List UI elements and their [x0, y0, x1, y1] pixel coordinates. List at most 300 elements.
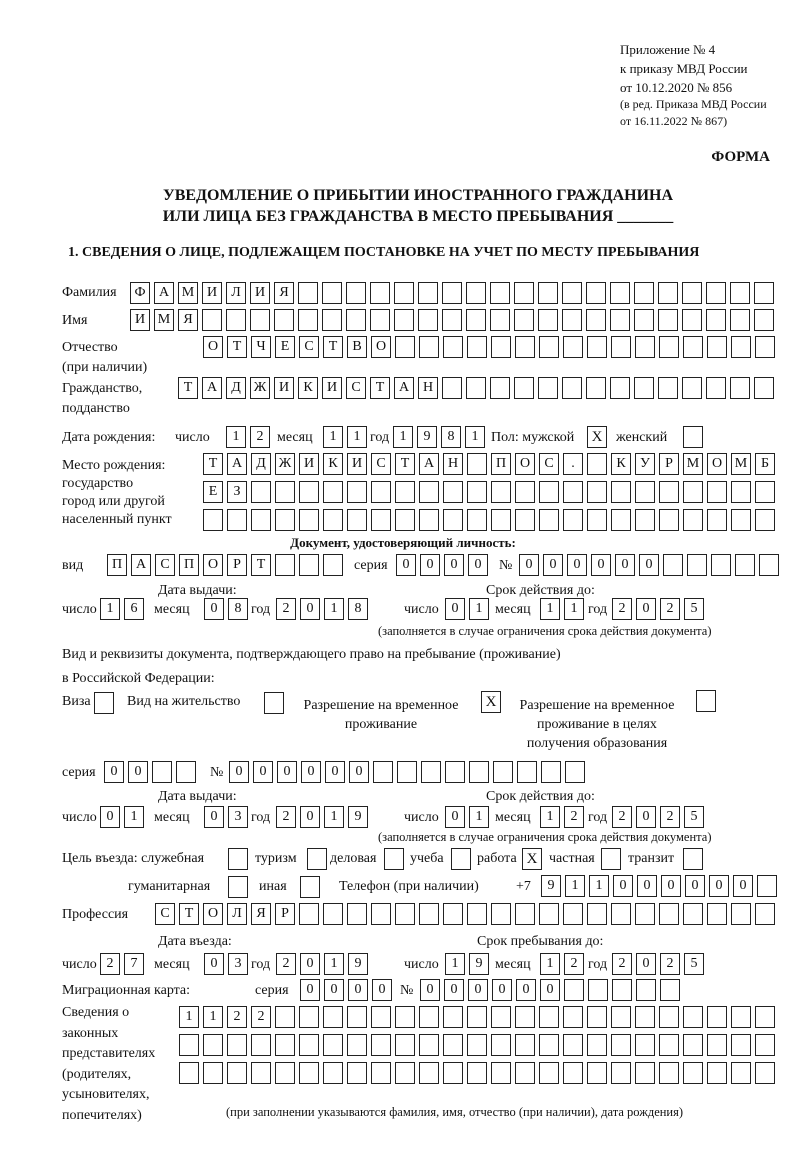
char-cell[interactable] [419, 1034, 439, 1056]
char-cell[interactable] [346, 282, 366, 304]
sex-male-checkbox[interactable]: X [587, 426, 607, 448]
char-cell[interactable] [395, 903, 415, 925]
char-cell[interactable] [395, 1062, 415, 1084]
representatives-row[interactable] [179, 1034, 775, 1056]
char-cell[interactable] [515, 1006, 535, 1028]
purpose-other-checkbox[interactable] [300, 876, 320, 898]
char-cell[interactable] [467, 509, 487, 531]
char-cell[interactable] [227, 1034, 247, 1056]
char-cell[interactable] [635, 509, 655, 531]
char-cell[interactable]: 0 [444, 979, 464, 1001]
char-cell[interactable] [539, 509, 559, 531]
char-cell[interactable] [397, 761, 417, 783]
char-cell[interactable]: В [347, 336, 367, 358]
char-cell[interactable]: 2 [250, 426, 270, 448]
valid-day-field[interactable] [445, 806, 489, 828]
valid-month-field[interactable] [540, 806, 584, 828]
char-cell[interactable] [634, 282, 654, 304]
char-cell[interactable] [683, 336, 703, 358]
char-cell[interactable]: 0 [444, 554, 464, 576]
char-cell[interactable] [299, 509, 319, 531]
char-cell[interactable] [467, 1034, 487, 1056]
char-cell[interactable]: 2 [660, 598, 680, 620]
char-cell[interactable]: 0 [540, 979, 560, 1001]
char-cell[interactable] [754, 309, 774, 331]
char-cell[interactable]: 2 [276, 953, 296, 975]
char-cell[interactable]: Н [418, 377, 438, 399]
char-cell[interactable] [707, 903, 727, 925]
char-cell[interactable]: 1 [564, 598, 584, 620]
char-cell[interactable]: 0 [253, 761, 273, 783]
stay-month-field[interactable] [540, 953, 584, 975]
char-cell[interactable]: А [394, 377, 414, 399]
char-cell[interactable]: Я [274, 282, 294, 304]
char-cell[interactable]: 0 [567, 554, 587, 576]
char-cell[interactable]: С [155, 903, 175, 925]
char-cell[interactable] [755, 481, 775, 503]
char-cell[interactable]: Я [178, 309, 198, 331]
temporary-residence-checkbox[interactable]: X [481, 691, 501, 713]
char-cell[interactable]: 0 [396, 554, 416, 576]
char-cell[interactable] [635, 1062, 655, 1084]
char-cell[interactable]: Д [226, 377, 246, 399]
char-cell[interactable] [443, 1006, 463, 1028]
char-cell[interactable] [371, 1006, 391, 1028]
char-cell[interactable] [683, 1034, 703, 1056]
char-cell[interactable] [515, 509, 535, 531]
char-cell[interactable]: 2 [276, 806, 296, 828]
char-cell[interactable] [443, 1034, 463, 1056]
char-cell[interactable] [346, 309, 366, 331]
char-cell[interactable]: Т [203, 453, 223, 475]
char-cell[interactable] [347, 903, 367, 925]
char-cell[interactable] [707, 1062, 727, 1084]
char-cell[interactable] [395, 1034, 415, 1056]
char-cell[interactable] [514, 309, 534, 331]
char-cell[interactable]: Ч [251, 336, 271, 358]
char-cell[interactable] [610, 377, 630, 399]
char-cell[interactable] [587, 481, 607, 503]
char-cell[interactable] [491, 1006, 511, 1028]
char-cell[interactable]: У [635, 453, 655, 475]
char-cell[interactable] [395, 509, 415, 531]
char-cell[interactable] [587, 1034, 607, 1056]
char-cell[interactable] [514, 282, 534, 304]
issue-day-field[interactable] [100, 806, 144, 828]
char-cell[interactable] [394, 309, 414, 331]
char-cell[interactable] [467, 1062, 487, 1084]
issue-month-field[interactable] [204, 806, 248, 828]
char-cell[interactable]: 0 [420, 554, 440, 576]
char-cell[interactable]: Т [251, 554, 271, 576]
char-cell[interactable] [731, 903, 751, 925]
char-cell[interactable]: П [107, 554, 127, 576]
char-cell[interactable]: 0 [229, 761, 249, 783]
char-cell[interactable]: О [515, 453, 535, 475]
visa-checkbox[interactable] [94, 692, 114, 714]
char-cell[interactable] [659, 336, 679, 358]
char-cell[interactable] [586, 282, 606, 304]
char-cell[interactable]: М [683, 453, 703, 475]
char-cell[interactable]: Р [659, 453, 679, 475]
profession-field[interactable] [155, 903, 775, 925]
char-cell[interactable]: 0 [636, 953, 656, 975]
char-cell[interactable]: К [323, 453, 343, 475]
char-cell[interactable] [515, 903, 535, 925]
char-cell[interactable]: 1 [179, 1006, 199, 1028]
char-cell[interactable] [203, 1034, 223, 1056]
char-cell[interactable]: Т [370, 377, 390, 399]
char-cell[interactable]: А [154, 282, 174, 304]
char-cell[interactable]: 1 [323, 426, 343, 448]
char-cell[interactable] [371, 509, 391, 531]
char-cell[interactable] [203, 1062, 223, 1084]
char-cell[interactable]: 6 [124, 598, 144, 620]
char-cell[interactable]: 0 [204, 598, 224, 620]
char-cell[interactable]: 0 [300, 806, 320, 828]
char-cell[interactable] [467, 336, 487, 358]
char-cell[interactable] [660, 979, 680, 1001]
char-cell[interactable]: 0 [543, 554, 563, 576]
char-cell[interactable]: Т [178, 377, 198, 399]
char-cell[interactable] [323, 509, 343, 531]
residence-permit-checkbox[interactable] [264, 692, 284, 714]
char-cell[interactable]: 1 [465, 426, 485, 448]
char-cell[interactable] [564, 979, 584, 1001]
char-cell[interactable] [587, 903, 607, 925]
char-cell[interactable] [275, 1062, 295, 1084]
char-cell[interactable] [755, 1006, 775, 1028]
char-cell[interactable] [493, 761, 513, 783]
char-cell[interactable]: 2 [227, 1006, 247, 1028]
char-cell[interactable] [515, 1034, 535, 1056]
char-cell[interactable] [659, 903, 679, 925]
char-cell[interactable] [757, 875, 777, 897]
char-cell[interactable] [347, 1062, 367, 1084]
char-cell[interactable] [419, 903, 439, 925]
char-cell[interactable]: М [731, 453, 751, 475]
issue-month-field[interactable] [204, 598, 248, 620]
char-cell[interactable]: С [299, 336, 319, 358]
char-cell[interactable]: 0 [733, 875, 753, 897]
char-cell[interactable]: 0 [468, 979, 488, 1001]
char-cell[interactable]: 1 [124, 806, 144, 828]
char-cell[interactable]: 1 [100, 598, 120, 620]
char-cell[interactable] [587, 1006, 607, 1028]
id-kind-field[interactable] [107, 554, 343, 576]
char-cell[interactable]: 0 [128, 761, 148, 783]
char-cell[interactable] [635, 481, 655, 503]
char-cell[interactable]: Т [323, 336, 343, 358]
char-cell[interactable] [394, 282, 414, 304]
char-cell[interactable] [299, 1062, 319, 1084]
char-cell[interactable]: 0 [420, 979, 440, 1001]
phone-field[interactable] [541, 875, 777, 897]
char-cell[interactable] [373, 761, 393, 783]
purpose-private-checkbox[interactable] [601, 848, 621, 870]
char-cell[interactable] [659, 1006, 679, 1028]
char-cell[interactable] [587, 336, 607, 358]
char-cell[interactable]: И [130, 309, 150, 331]
entry-month-field[interactable] [204, 953, 248, 975]
entry-year-field[interactable] [276, 953, 368, 975]
char-cell[interactable] [687, 554, 707, 576]
char-cell[interactable]: 0 [468, 554, 488, 576]
char-cell[interactable] [563, 903, 583, 925]
char-cell[interactable] [731, 1006, 751, 1028]
char-cell[interactable]: 0 [301, 761, 321, 783]
char-cell[interactable] [658, 282, 678, 304]
char-cell[interactable] [371, 903, 391, 925]
char-cell[interactable]: 0 [685, 875, 705, 897]
char-cell[interactable] [443, 903, 463, 925]
char-cell[interactable] [731, 1034, 751, 1056]
char-cell[interactable]: Ж [250, 377, 270, 399]
migration-number-field[interactable] [420, 979, 680, 1001]
char-cell[interactable] [635, 336, 655, 358]
char-cell[interactable]: 0 [636, 598, 656, 620]
char-cell[interactable] [587, 453, 607, 475]
char-cell[interactable] [203, 509, 223, 531]
char-cell[interactable] [467, 1006, 487, 1028]
char-cell[interactable] [735, 554, 755, 576]
char-cell[interactable] [706, 377, 726, 399]
char-cell[interactable] [443, 1062, 463, 1084]
char-cell[interactable]: М [154, 309, 174, 331]
char-cell[interactable] [663, 554, 683, 576]
valid-month-field[interactable] [540, 598, 584, 620]
char-cell[interactable]: 1 [324, 598, 344, 620]
char-cell[interactable] [299, 481, 319, 503]
char-cell[interactable]: 0 [100, 806, 120, 828]
char-cell[interactable] [539, 481, 559, 503]
valid-day-field[interactable] [445, 598, 489, 620]
char-cell[interactable] [730, 377, 750, 399]
char-cell[interactable]: С [155, 554, 175, 576]
char-cell[interactable] [611, 903, 631, 925]
char-cell[interactable] [730, 309, 750, 331]
char-cell[interactable]: Н [443, 453, 463, 475]
char-cell[interactable] [611, 1062, 631, 1084]
char-cell[interactable] [466, 309, 486, 331]
char-cell[interactable]: А [131, 554, 151, 576]
char-cell[interactable] [443, 336, 463, 358]
char-cell[interactable] [371, 481, 391, 503]
char-cell[interactable]: К [298, 377, 318, 399]
char-cell[interactable] [612, 979, 632, 1001]
char-cell[interactable] [539, 903, 559, 925]
migration-series-field[interactable] [300, 979, 392, 1001]
char-cell[interactable]: Б [755, 453, 775, 475]
char-cell[interactable] [491, 509, 511, 531]
char-cell[interactable] [683, 481, 703, 503]
char-cell[interactable] [610, 282, 630, 304]
char-cell[interactable] [587, 1062, 607, 1084]
char-cell[interactable] [659, 509, 679, 531]
char-cell[interactable] [251, 481, 271, 503]
char-cell[interactable] [443, 509, 463, 531]
char-cell[interactable] [611, 336, 631, 358]
char-cell[interactable]: М [178, 282, 198, 304]
char-cell[interactable]: И [274, 377, 294, 399]
char-cell[interactable] [610, 309, 630, 331]
char-cell[interactable] [323, 1062, 343, 1084]
char-cell[interactable] [421, 761, 441, 783]
purpose-business-checkbox[interactable] [384, 848, 404, 870]
char-cell[interactable]: 1 [469, 598, 489, 620]
char-cell[interactable] [419, 481, 439, 503]
char-cell[interactable] [517, 761, 537, 783]
char-cell[interactable] [323, 554, 343, 576]
char-cell[interactable] [515, 481, 535, 503]
char-cell[interactable]: 2 [612, 806, 632, 828]
trp-education-checkbox[interactable] [696, 690, 716, 712]
char-cell[interactable]: 0 [636, 806, 656, 828]
char-cell[interactable] [565, 761, 585, 783]
char-cell[interactable] [682, 377, 702, 399]
char-cell[interactable]: 0 [204, 953, 224, 975]
char-cell[interactable]: . [563, 453, 583, 475]
char-cell[interactable]: 0 [348, 979, 368, 1001]
birth-place-row[interactable] [203, 453, 775, 475]
char-cell[interactable] [562, 282, 582, 304]
char-cell[interactable] [731, 336, 751, 358]
valid-year-field[interactable] [612, 598, 704, 620]
char-cell[interactable] [563, 336, 583, 358]
char-cell[interactable] [754, 377, 774, 399]
char-cell[interactable] [563, 509, 583, 531]
char-cell[interactable]: 0 [637, 875, 657, 897]
char-cell[interactable] [539, 1062, 559, 1084]
purpose-humanitarian-checkbox[interactable] [228, 876, 248, 898]
name-field[interactable] [130, 309, 774, 331]
purpose-study-checkbox[interactable] [451, 848, 471, 870]
char-cell[interactable]: П [491, 453, 511, 475]
char-cell[interactable] [730, 282, 750, 304]
char-cell[interactable] [491, 1034, 511, 1056]
char-cell[interactable] [442, 309, 462, 331]
char-cell[interactable] [539, 1034, 559, 1056]
char-cell[interactable] [634, 309, 654, 331]
char-cell[interactable]: 0 [519, 554, 539, 576]
char-cell[interactable]: 3 [228, 953, 248, 975]
char-cell[interactable]: 1 [226, 426, 246, 448]
purpose-tourism-checkbox[interactable] [307, 848, 327, 870]
char-cell[interactable] [179, 1034, 199, 1056]
char-cell[interactable] [251, 1062, 271, 1084]
char-cell[interactable]: 8 [441, 426, 461, 448]
char-cell[interactable] [445, 761, 465, 783]
char-cell[interactable] [491, 1062, 511, 1084]
entry-day-field[interactable] [100, 953, 144, 975]
char-cell[interactable] [179, 1062, 199, 1084]
char-cell[interactable] [202, 309, 222, 331]
char-cell[interactable] [442, 377, 462, 399]
char-cell[interactable] [538, 309, 558, 331]
char-cell[interactable]: О [203, 336, 223, 358]
char-cell[interactable] [323, 481, 343, 503]
char-cell[interactable]: 1 [589, 875, 609, 897]
char-cell[interactable] [299, 1034, 319, 1056]
char-cell[interactable]: П [179, 554, 199, 576]
char-cell[interactable]: 0 [104, 761, 124, 783]
char-cell[interactable]: 1 [540, 806, 560, 828]
char-cell[interactable] [707, 509, 727, 531]
char-cell[interactable] [562, 309, 582, 331]
char-cell[interactable]: 0 [492, 979, 512, 1001]
char-cell[interactable] [418, 309, 438, 331]
char-cell[interactable] [490, 282, 510, 304]
id-series-field[interactable] [396, 554, 488, 576]
char-cell[interactable] [514, 377, 534, 399]
char-cell[interactable]: 2 [612, 953, 632, 975]
char-cell[interactable]: 0 [615, 554, 635, 576]
char-cell[interactable]: 0 [591, 554, 611, 576]
char-cell[interactable]: С [371, 453, 391, 475]
char-cell[interactable]: 0 [661, 875, 681, 897]
char-cell[interactable] [251, 509, 271, 531]
char-cell[interactable]: А [419, 453, 439, 475]
char-cell[interactable]: Л [226, 282, 246, 304]
birth-year-field[interactable] [393, 426, 485, 448]
char-cell[interactable] [395, 336, 415, 358]
char-cell[interactable]: И [347, 453, 367, 475]
char-cell[interactable] [491, 903, 511, 925]
char-cell[interactable] [635, 1034, 655, 1056]
char-cell[interactable] [299, 1006, 319, 1028]
char-cell[interactable]: 3 [228, 806, 248, 828]
char-cell[interactable]: Е [203, 481, 223, 503]
char-cell[interactable] [707, 481, 727, 503]
char-cell[interactable] [419, 1006, 439, 1028]
char-cell[interactable]: 0 [709, 875, 729, 897]
char-cell[interactable]: 1 [445, 953, 465, 975]
char-cell[interactable] [323, 903, 343, 925]
char-cell[interactable]: 1 [565, 875, 585, 897]
char-cell[interactable] [371, 1062, 391, 1084]
char-cell[interactable] [347, 481, 367, 503]
char-cell[interactable] [227, 1062, 247, 1084]
char-cell[interactable] [322, 282, 342, 304]
char-cell[interactable]: Р [227, 554, 247, 576]
char-cell[interactable]: И [250, 282, 270, 304]
char-cell[interactable]: 0 [445, 598, 465, 620]
char-cell[interactable] [469, 761, 489, 783]
char-cell[interactable]: 2 [276, 598, 296, 620]
char-cell[interactable] [658, 377, 678, 399]
char-cell[interactable]: О [371, 336, 391, 358]
char-cell[interactable] [275, 1006, 295, 1028]
char-cell[interactable] [611, 509, 631, 531]
char-cell[interactable] [563, 1062, 583, 1084]
char-cell[interactable] [274, 309, 294, 331]
char-cell[interactable] [275, 554, 295, 576]
char-cell[interactable] [275, 481, 295, 503]
char-cell[interactable]: 9 [469, 953, 489, 975]
char-cell[interactable]: З [227, 481, 247, 503]
char-cell[interactable]: 1 [347, 426, 367, 448]
char-cell[interactable] [755, 1034, 775, 1056]
char-cell[interactable] [490, 377, 510, 399]
char-cell[interactable] [370, 309, 390, 331]
char-cell[interactable] [588, 979, 608, 1001]
char-cell[interactable] [275, 509, 295, 531]
purpose-official-checkbox[interactable] [228, 848, 248, 870]
char-cell[interactable] [683, 903, 703, 925]
char-cell[interactable]: 2 [251, 1006, 271, 1028]
char-cell[interactable]: Д [251, 453, 271, 475]
char-cell[interactable]: О [203, 903, 223, 925]
